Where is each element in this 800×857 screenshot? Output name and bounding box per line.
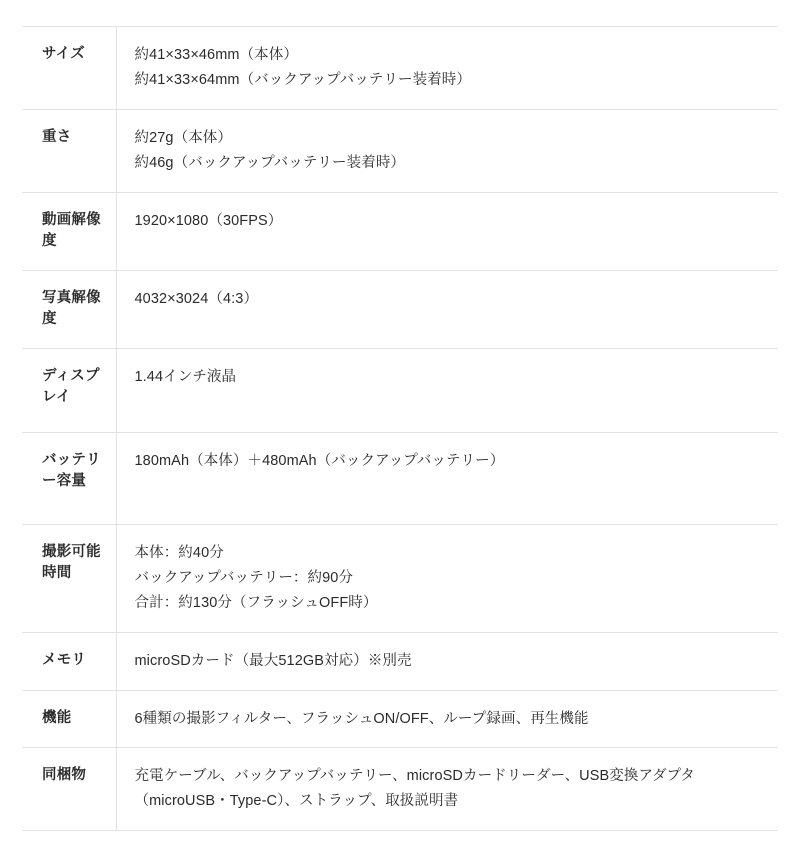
spec-value-line: 本体：約40分 bbox=[134, 544, 224, 561]
spec-value-line: 1.44インチ液晶 bbox=[134, 368, 237, 385]
spec-value-line: 約41×33×46mm（本体） bbox=[134, 47, 298, 63]
table-row bbox=[22, 270, 778, 348]
spec-value-video-resolution bbox=[116, 192, 778, 270]
spec-label-features: 機能 bbox=[22, 690, 116, 748]
specification-table-body bbox=[22, 27, 778, 831]
spec-label-recording-time: 撮影可能時間 bbox=[22, 524, 116, 632]
spec-value-line: 180mAh（本体）＋480mAh（バックアップバッテリー） bbox=[134, 452, 505, 469]
spec-value-line: 1920×1080（30FPS） bbox=[134, 212, 283, 229]
spec-value-line: 約27g（本体） bbox=[134, 129, 232, 146]
spec-value-line: microSDカード（最大512GB対応）※別売 bbox=[134, 652, 412, 669]
spec-value-features bbox=[116, 690, 778, 748]
spec-value-display bbox=[116, 348, 778, 432]
spec-value-line: 充電ケーブル、バックアップバッテリー、microSDカードリーダー、USB変換アダプタ（microUSB・Type-C）、ストラップ、取扱説明書 bbox=[134, 768, 695, 810]
spec-value-battery-capacity bbox=[116, 432, 778, 524]
spec-value-line: 約46g（バックアップバッテリー装着時） bbox=[134, 154, 406, 171]
spec-label-display: ディスプレイ bbox=[22, 348, 116, 432]
table-row bbox=[22, 192, 778, 270]
spec-value-size bbox=[116, 27, 778, 110]
spec-value-line: 約41×33×64mm（バックアップバッテリー装着時） bbox=[134, 71, 472, 88]
spec-label-size: サイズ bbox=[22, 27, 116, 110]
spec-value-line: 6種類の撮影フィルター、フラッシュON/OFF、ループ録画、再生機能 bbox=[134, 710, 589, 727]
table-row bbox=[22, 27, 778, 110]
table-row bbox=[22, 748, 778, 831]
spec-value-line: 4032×3024（4:3） bbox=[134, 290, 259, 307]
table-row bbox=[22, 524, 778, 632]
spec-value-recording-time bbox=[116, 524, 778, 632]
spec-label-video-resolution: 動画解像度 bbox=[22, 192, 116, 270]
table-row bbox=[22, 348, 778, 432]
spec-label-included-items: 同梱物 bbox=[22, 748, 116, 831]
spec-value-memory bbox=[116, 632, 778, 690]
spec-label-memory: メモリ bbox=[22, 632, 116, 690]
spec-value-line: 合計：約130分（フラッシュOFF時） bbox=[134, 594, 378, 611]
table-row bbox=[22, 690, 778, 748]
specification-table bbox=[22, 26, 778, 831]
table-row bbox=[22, 109, 778, 192]
table-row bbox=[22, 432, 778, 524]
spec-value-included-items bbox=[116, 748, 778, 831]
spec-value-photo-resolution bbox=[116, 270, 778, 348]
table-row bbox=[22, 632, 778, 690]
spec-label-photo-resolution: 写真解像度 bbox=[22, 270, 116, 348]
spec-label-weight: 重さ bbox=[22, 109, 116, 192]
spec-label-battery-capacity: バッテリー容量 bbox=[22, 432, 116, 524]
spec-value-weight bbox=[116, 109, 778, 192]
spec-value-line: バックアップバッテリー：約90分 bbox=[134, 569, 354, 586]
